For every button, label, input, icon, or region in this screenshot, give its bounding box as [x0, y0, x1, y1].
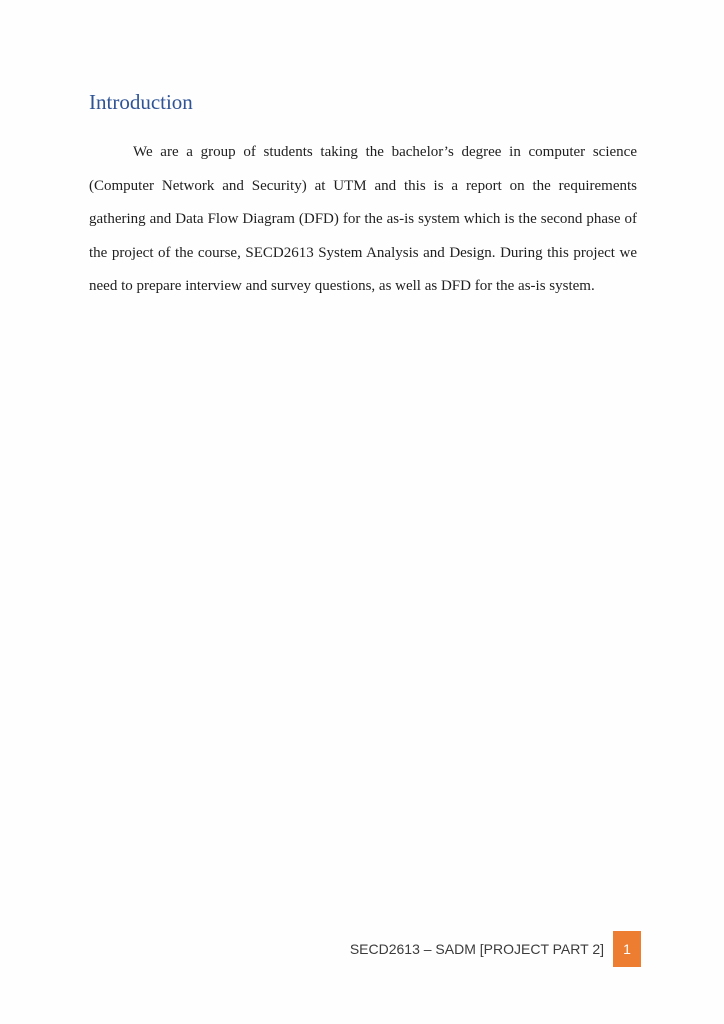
- page-footer: [350, 931, 641, 967]
- footer-running-title: SECD2613 – SADM [PROJECT PART 2]: [349, 941, 604, 957]
- page-content: [89, 90, 637, 304]
- body-paragraph: We are a group of students taking the bachelor’s degree in computer science (Computer Network and Security) at UTM and this is a report on the requirements gathering and Data Flow Diagram (DFD) for the as-is system which is the second phase of the project of the course, SECD2613 System Analysis and Design. During this project we need to prepare interview and survey questions, as well as DFD for the as-is system.: [89, 144, 637, 295]
- section-heading: Introduction: [89, 90, 193, 114]
- page-number-badge: 1: [613, 931, 641, 967]
